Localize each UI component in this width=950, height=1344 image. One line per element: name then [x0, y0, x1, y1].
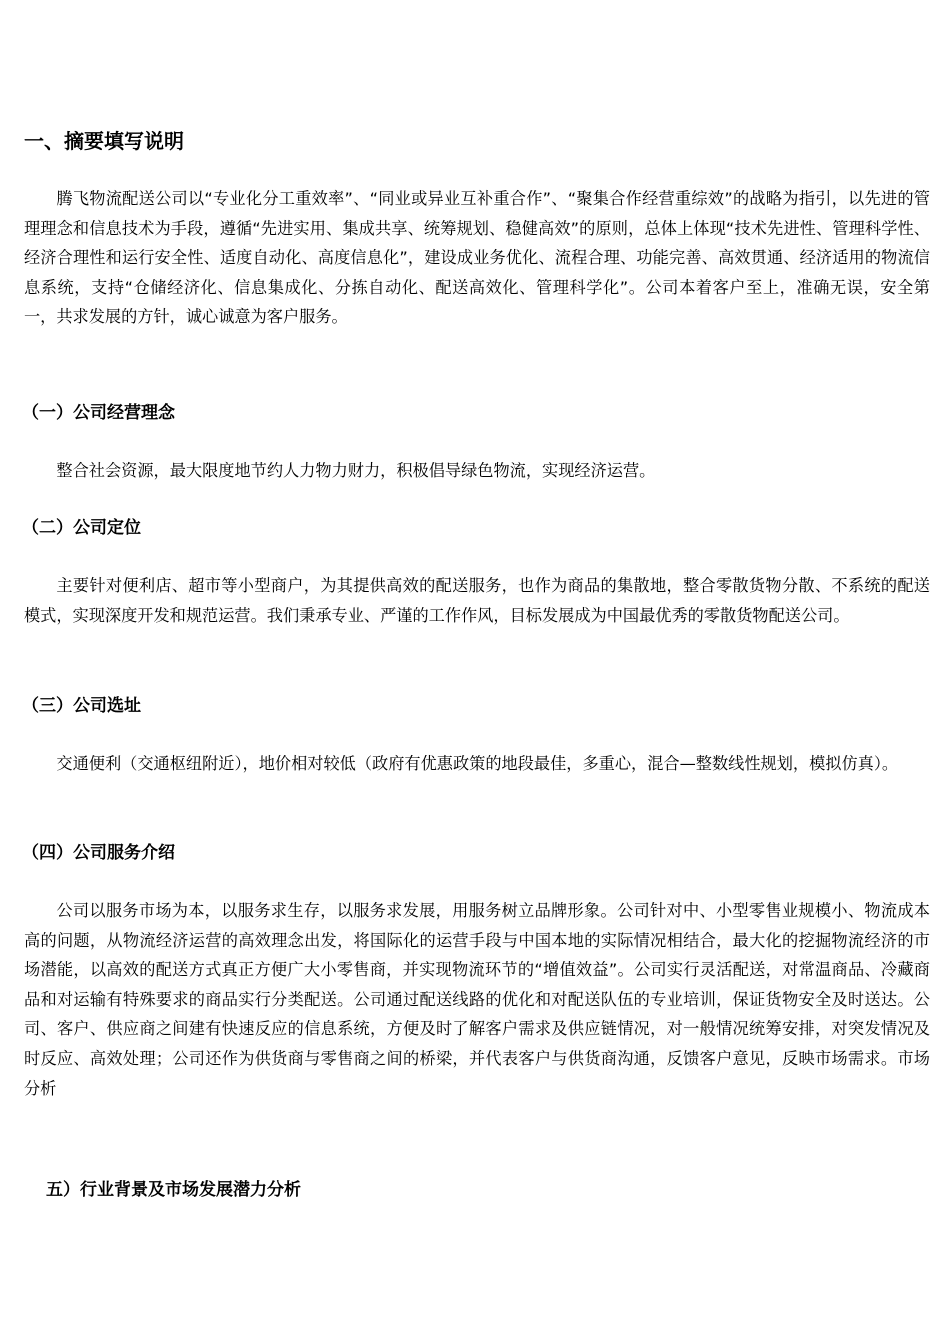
section-heading-location: （三）公司选址 — [22, 696, 141, 716]
section-paragraph-positioning: 主要针对便利店、超市等小型商户，为其提供高效的配送服务，也作为商品的集散地，整合零散货物分散、不系统的配送模式，实现深度开发和规范运营。我们秉承专业、严谨的工作作风，目标发展成为中国最优秀的零散货物配送公司。 — [24, 576, 930, 625]
section-heading-services: （四）公司服务介绍 — [22, 843, 175, 863]
section-paragraph-business-philosophy: 整合社会资源，最大限度地节约人力物力财力，积极倡导绿色物流，实现经济运营。 — [56, 461, 656, 480]
section-heading-industry-background: 五）行业背景及市场发展潜力分析 — [46, 1180, 301, 1200]
intro-paragraph: 腾飞物流配送公司以“专业化分工重效率”、“同业或异业互补重合作”、“聚集合作经营重综效”的战略为指引，以先进的管理理念和信息技术为手段，遵循“先进实用、集成共享、统筹规划、稳健高效”的原则，总体上体现“技术先进性、管理科学性、经济合理性和运行安全性、适度自动化、高度信息化”，建设成业务优化、流程合理、功能完善、高效贯通、经济适用的物流信息系统，支持“仓储经济化、信息集成化、分拣自动化、配送高效化、管理科学化”。公司本着客户至上，准确无误，安全第一，共求发展的方针，诚心诚意为客户服务。 — [24, 189, 930, 327]
main-heading: 一、摘要填写说明 — [24, 129, 184, 153]
section-paragraph-services: 公司以服务市场为本，以服务求生存，以服务求发展，用服务树立品牌形象。公司针对中、小型零售业规模小、物流成本高的问题，从物流经济运营的高效理念出发，将国际化的运营手段与中国本地的实际情况相结合，最大化的挖掘物流经济的市场潜能，以高效的配送方式真正方便广大小零售商，并实现物流环节的“增值效益”。公司实行灵活配送，对常温商品、冷藏商品和对运输有特殊要求的商品实行分类配送。公司通过配送线路的优化和对配送队伍的专业培训，保证货物安全及时送达。公司、客户、供应商之间建有快速反应的信息系统，方便及时了解客户需求及供应链情况，对一般情况统筹安排，对突发情况及时反应、高效处理；公司还作为供货商与零售商之间的桥梁，并代表客户与供货商沟通，反馈客户意见，反映市场需求。市场分析 — [24, 901, 930, 1098]
section-heading-business-philosophy: （一）公司经营理念 — [22, 403, 175, 423]
section-heading-positioning: （二）公司定位 — [22, 518, 141, 538]
section-paragraph-location: 交通便利（交通枢纽附近），地价相对较低（政府有优惠政策的地段最佳，多重心，混合—整数线性规划，模拟仿真）。 — [56, 754, 899, 773]
